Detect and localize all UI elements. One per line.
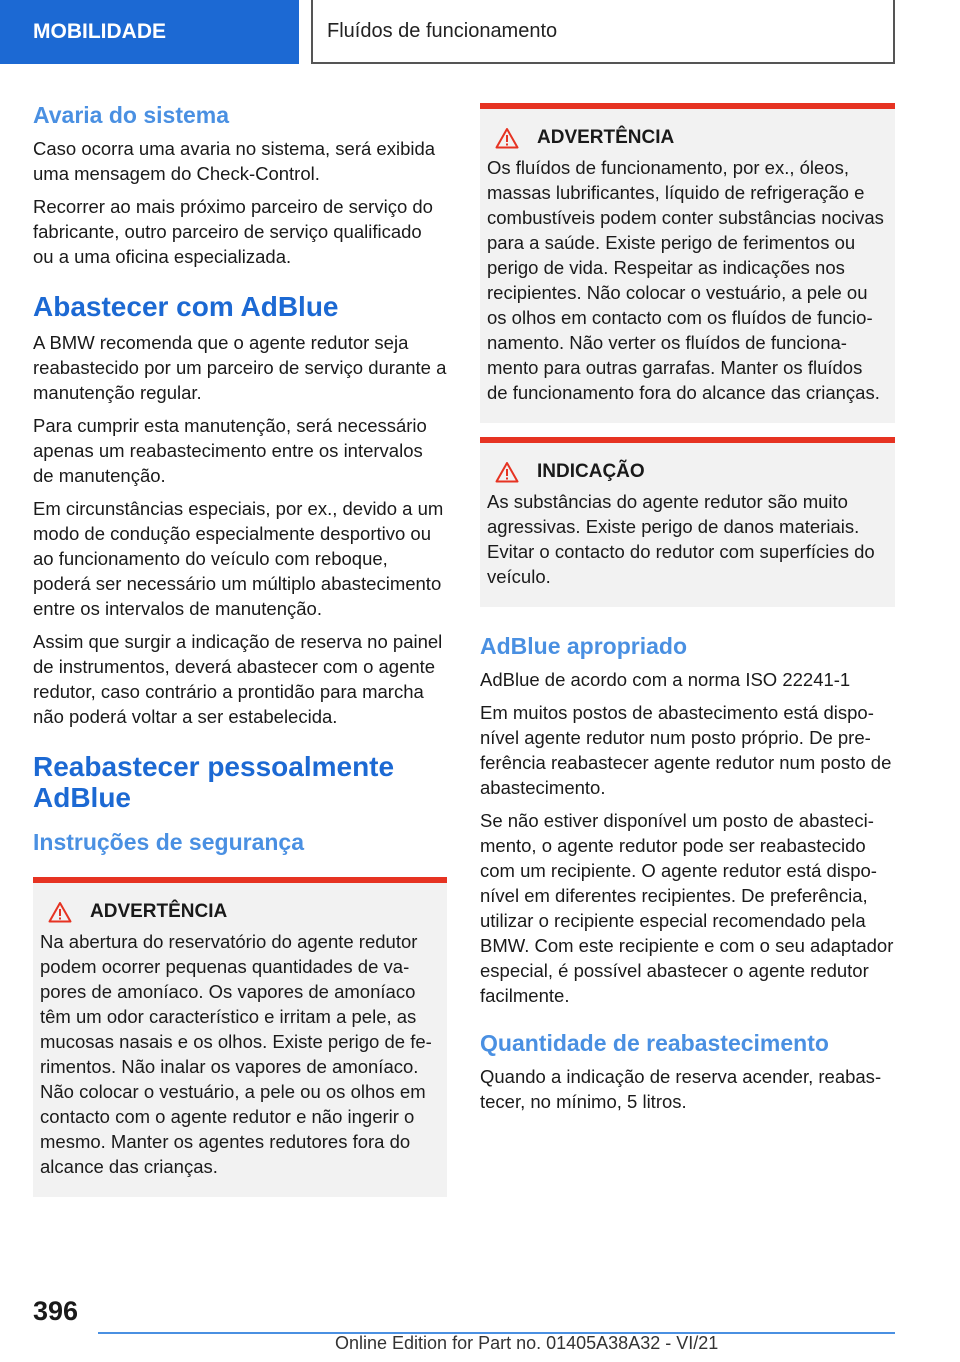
heading-instrucoes: Instruções de segurança	[33, 829, 304, 855]
warning-title: ADVERTÊNCIA	[90, 901, 228, 922]
warning-text: Na abertura do reservatório do agente redutor podem ocorrer pequenas quantidades de vapores de amoníaco. Os vapores de amoníaco têm um odor característico e irritam a pele, as mucosas nasais e os olhos. Existe perigo de ferimentos. Não inalar os vapores de amoníaco. Não colocar o vestuário, a pele ou os olhos em contacto com o agente redutor e não ingerir o mesmo. Manter os agentes redutores fora do alcance das crianças.	[40, 931, 432, 1177]
paragraph: Para cumprir esta manutenção, será necessário apenas um reabastecimento entre os intervalos de manutenção.	[33, 415, 427, 486]
paragraph: Caso ocorra uma avaria no sistema, será exibida uma mensagem do Check-Control.	[33, 138, 436, 184]
paragraph: A BMW recomenda que o agente redutor seja reabastecido por um parceiro de serviço durante a manutenção regular.	[33, 332, 447, 403]
paragraph: Se não estiver disponível um posto de abastecimento, o agente redutor pode ser reabastecido com um recipiente. O agente redutor está disponível em diferentes recipientes. De preferência, utilizar o recipiente especial recomendado pela BMW. Com este recipiente e com o seu adaptador especial, é possível abastecer o agente redutor facilmente.	[480, 810, 894, 1006]
warning-triangle-icon	[495, 461, 519, 483]
chapter-tab	[311, 0, 895, 64]
heading-reabastecer: Reabastecer pessoalmente AdBlue	[33, 751, 395, 813]
heading-avaria: Avaria do sistema	[33, 102, 230, 128]
edition-text: Online Edition for Part no. 01405A38A32 - VI/21	[335, 1333, 719, 1353]
warning-box	[33, 877, 447, 1197]
notice-text: As substâncias do agente redutor são muito agressivas. Existe perigo de danos materiais. Evitar o contacto do redutor com superfícies do veículo.	[487, 491, 875, 587]
warning-header	[487, 127, 887, 149]
section-title: MOBILIDADE	[33, 20, 166, 43]
page-number: 396	[33, 1296, 79, 1326]
warning-triangle-icon	[495, 127, 519, 149]
section-tab	[0, 0, 299, 64]
paragraph: Em muitos postos de abastecimento está disponível agente redutor num posto próprio. De preferência reabastecer agente redutor num posto de abastecimento.	[480, 702, 892, 798]
notice-box	[480, 437, 895, 607]
notice-title: INDICAÇÃO	[537, 461, 645, 482]
chapter-title: Fluídos de funcionamento	[327, 19, 558, 42]
paragraph: Assim que surgir a indicação de reserva no painel de instrumentos, deverá abastecer com o agente redutor, caso contrário a prontidão para marcha não poderá voltar a ser estabelecida.	[33, 631, 443, 727]
paragraph: Recorrer ao mais próximo parceiro de serviço do fabricante, outro parceiro de serviço qualificado ou a uma oficina especializada.	[33, 196, 433, 267]
paragraph: AdBlue de acordo com a norma ISO 22241-1	[480, 669, 851, 690]
heading-quantidade: Quantidade de reabastecimento	[480, 1030, 829, 1056]
heading-apropriado: AdBlue apropriado	[480, 633, 688, 659]
heading-abastecer: Abastecer com AdBlue	[33, 291, 339, 322]
notice-header	[487, 461, 887, 483]
warning-title: ADVERTÊNCIA	[537, 127, 675, 148]
warning-header	[40, 901, 439, 923]
paragraph: Quando a indicação de reserva acender, reabastecer, no mínimo, 5 litros.	[480, 1066, 882, 1112]
warning-text: Os fluídos de funcionamento, por ex., óleos, massas lubrificantes, líquido de refrigeração e combustíveis podem conter substâncias nocivas para a saúde. Existe perigo de ferimentos ou perigo de vida. Respeitar as indicações nos recipientes. Não colocar o vestuário, a pele ou os olhos em contacto com os fluídos de funcionamento. Não verter os fluídos de funcionamento para outras garrafas. Manter os fluídos de funcionamento fora do alcance das crianças.	[487, 157, 884, 403]
right-column	[480, 103, 895, 1122]
left-column	[33, 100, 447, 1197]
warning-triangle-icon	[48, 901, 72, 923]
paragraph: Em circunstâncias especiais, por ex., devido a um modo de condução especialmente desportivo ou ao funcionamento do veículo com reboque, poderá ser necessário um múltiplo abastecimento entre os intervalos de manutenção.	[33, 498, 444, 619]
warning-box	[480, 103, 895, 423]
